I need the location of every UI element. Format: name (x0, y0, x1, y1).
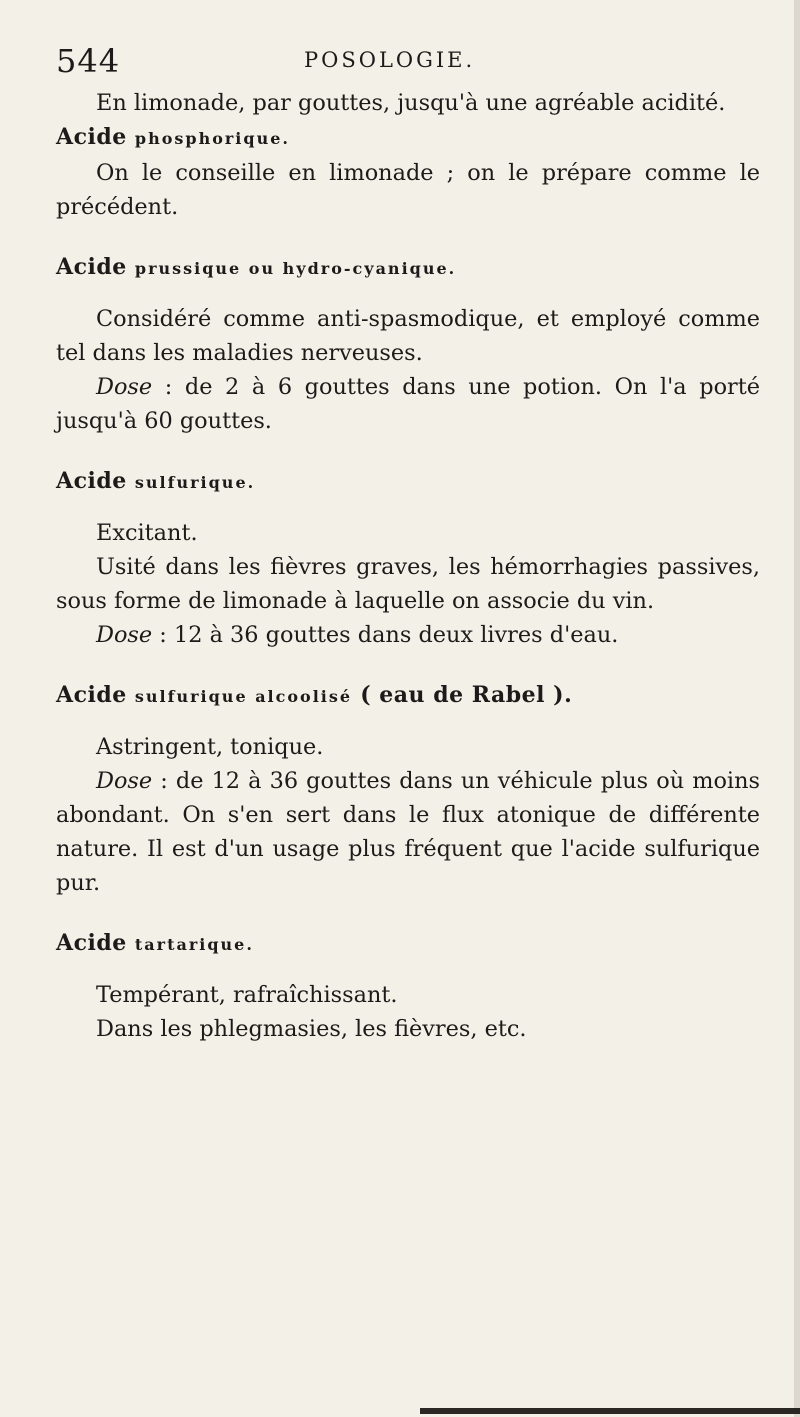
page-edge (794, 0, 800, 1417)
paragraph: Dans les phlegmasies, les fièvres, etc. (96, 1016, 527, 1042)
section-title-acide-tartarique: Acide tartarique. (56, 930, 254, 956)
paragraph: Tempérant, rafraîchissant. (96, 982, 398, 1008)
paragraph: On le conseille en limonade ; on le prépare comme le précédent. (56, 160, 760, 220)
page-body (56, 86, 760, 1046)
section-title-acide-sulfurique: Acide sulfurique. (56, 468, 256, 494)
paragraph: Astringent, tonique. (96, 734, 324, 760)
running-head: POSOLOGIE. (304, 48, 476, 72)
page-number: 544 (56, 42, 121, 80)
section-title-acide-prussique: Acide prussique ou hydro-cyanique. (56, 254, 457, 280)
page-header (56, 42, 756, 82)
dose-paragraph: Dose : de 12 à 36 gouttes dans un véhicule plus où moins abondant. On s'en sert dans le flux atonique de différente nature. Il est d'un usage plus fréquent que l'acide sulfurique pur. (56, 768, 760, 896)
paragraph: Excitant. (96, 520, 198, 546)
section-title-acide-sulfurique-alcoolise: Acide sulfurique alcoolisé ( eau de Rabel ). (56, 682, 573, 708)
paragraph: Considéré comme anti-spasmodique, et employé comme tel dans les maladies nerveuses. (56, 306, 760, 366)
bottom-shadow-rule (420, 1408, 800, 1414)
paragraph: En limonade, par gouttes, jusqu'à une agréable acidité. (96, 90, 726, 116)
section-title-acide-phosphorique: Acide phosphorique. (56, 124, 290, 150)
paragraph: Usité dans les fièvres graves, les hémorrhagies passives, sous forme de limonade à laquelle on associe du vin. (56, 554, 760, 614)
dose-paragraph: Dose : de 2 à 6 gouttes dans une potion. On l'a porté jusqu'à 60 gouttes. (56, 374, 760, 434)
dose-paragraph: Dose : 12 à 36 gouttes dans deux livres d'eau. (96, 622, 619, 648)
